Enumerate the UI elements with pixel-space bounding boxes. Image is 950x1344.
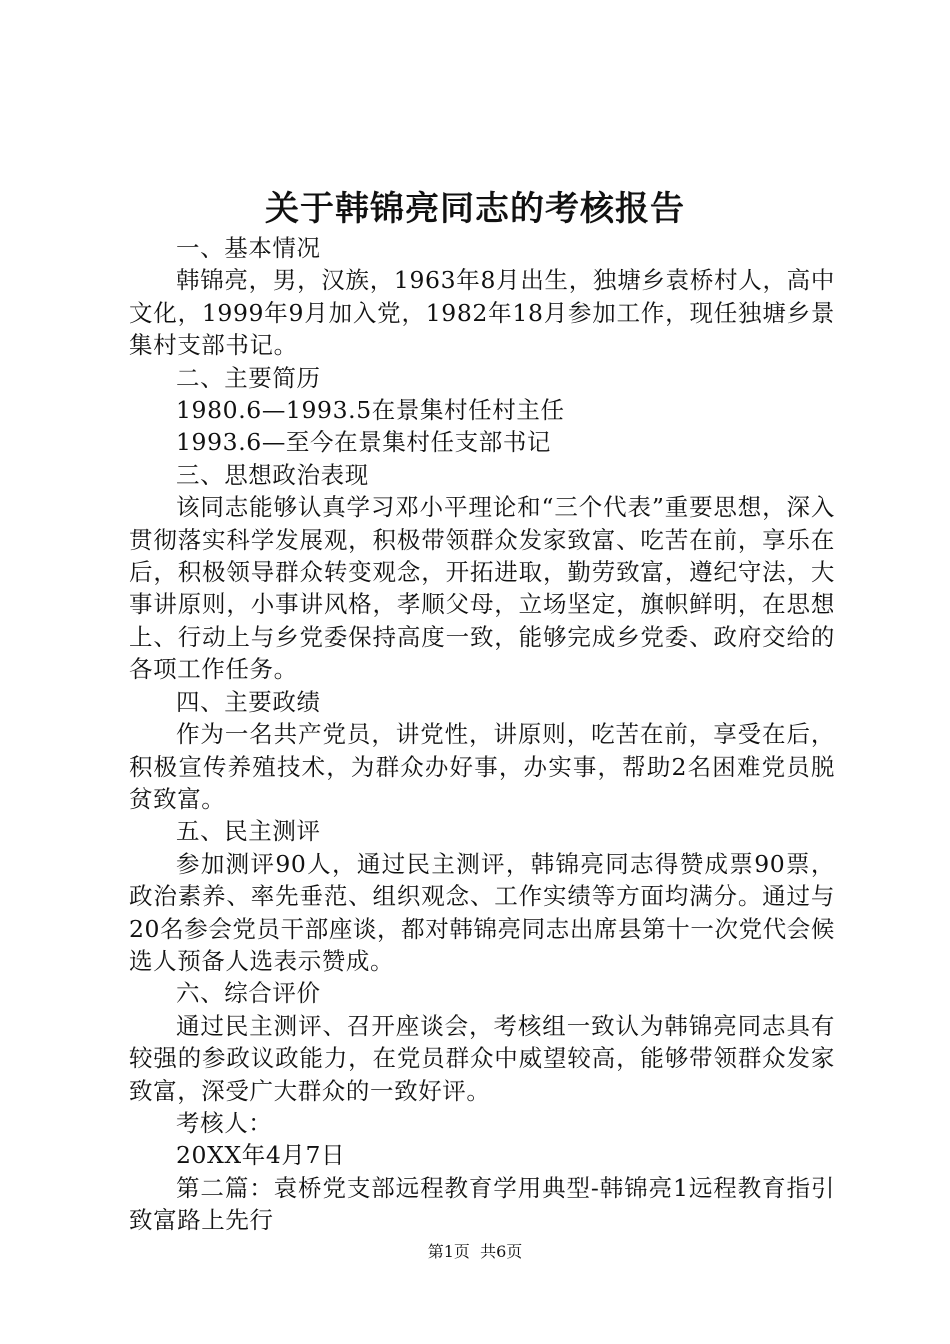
paragraph-overall: 通过民主测评、召开座谈会，考核组一致认为韩锦亮同志具有较强的参政议政能力，在党员群众中威望较高，能够带领群众发家致富，深受广大群众的一致好评。 [129,1011,835,1105]
paragraph-political: 该同志能够认真学习邓小平理论和“三个代表”重要思想，深入贯彻落实科学发展观，积极带领群众发家致富、吃苦在前，享乐在后，积极领导群众转变观念，开拓进取，勤劳致富，遵纪守法，大事讲原则，小事讲风格，孝顺父母，立场坚定，旗帜鲜明，在思想上、行动上与乡党委保持高度一致，能够完成乡党委、政府交给的各项工作任务。 [129,493,835,684]
resume-entry: 1993.6—至今在景集村任支部书记 [176,428,552,457]
paragraph-basic-info: 韩锦亮，男，汉族，1963年8月出生，独塘乡袁桥村人，高中文化，1999年9月加入党，1982年18月参加工作，现任独塘乡景集村支部书记。 [129,266,835,360]
document-body [129,232,835,1237]
section-heading-achievements: 四、主要政绩 [176,687,321,716]
section-heading-basic-info: 一、基本情况 [176,234,321,262]
paragraph-achievements: 作为一名共产党员，讲党性，讲原则，吃苦在前，享受在后，积极宣传养殖技术，为群众办好事，办实事，帮助2名困难党员脱贫致富。 [129,720,835,813]
section-heading-political: 三、思想政治表现 [176,460,369,489]
report-date: 20XX年4月7日 [176,1141,346,1170]
paragraph-evaluation: 参加测评90人，通过民主测评，韩锦亮同志得赞成票90票，政治素养、率先垂范、组织观念、工作实绩等方面均满分。通过与20名参会党员干部座谈，都对韩锦亮同志出席县第十一次党代会候选人预备人选表示赞成。 [129,849,835,975]
page-total: 共6页 [480,1242,523,1261]
page-footer [0,1241,950,1263]
footer-spacer [470,1242,480,1261]
page-number: 第1页 [427,1242,470,1261]
section-heading-overall: 六、综合评价 [176,979,321,1008]
next-article-title: 第二篇：袁桥党支部远程教育学用典型-韩锦亮1远程教育指引致富路上先行 [129,1173,835,1235]
section-heading-evaluation: 五、民主测评 [176,817,321,846]
resume-entry: 1980.6—1993.5在景集村任村主任 [176,396,565,425]
assessor-label: 考核人： [176,1108,273,1137]
section-heading-resume: 二、主要简历 [176,363,321,392]
document-title: 关于韩锦亮同志的考核报告 [265,189,685,229]
